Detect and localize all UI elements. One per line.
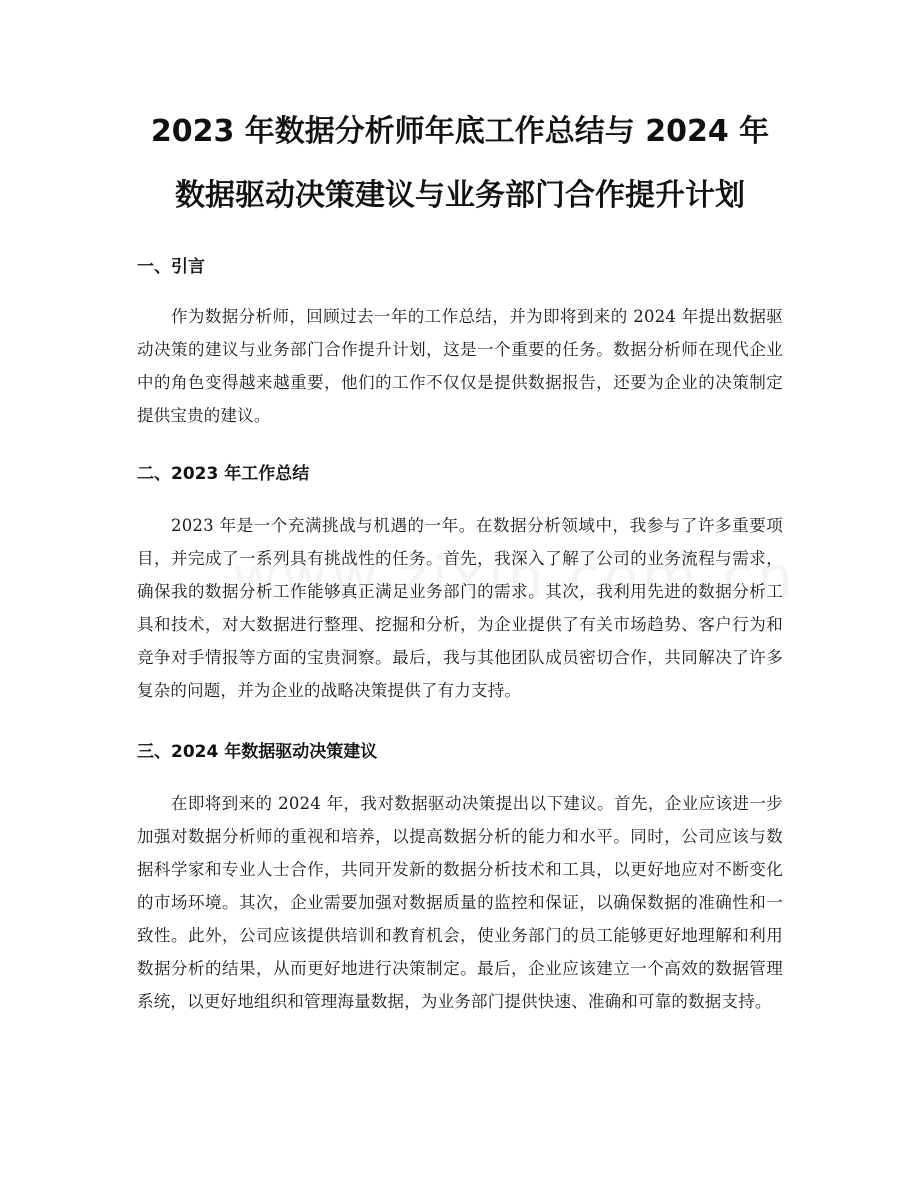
document-title: [110, 100, 810, 228]
section-paragraph-2024-recommendations: 在即将到来的 2024 年，我对数据驱动决策提出以下建议。首先，企业应该进一步加强对数据分析师的重视和培养，以提高数据分析的能力和水平。同时，公司应该与数据科学家和专业人士合作，共同开发新的数据分析技术和工具，以更好地应对不断变化的市场环境。其次，企业需要加强对数据质量的监控和保证，以确保数据的准确性和一致性。此外，公司应该提供培训和教育机会，使业务部门的员工能够更好地理解和利用数据分析的结果，从而更好地进行决策制定。最后，企业应该建立一个高效的数据管理系统，以更好地组织和管理海量数据，为业务部门提供快速、准确和可靠的数据支持。: [137, 794, 783, 1011]
section-heading-2024-recommendations: 三、2024 年数据驱动决策建议: [137, 742, 378, 762]
section-paragraph-2023-summary: 2023 年是一个充满挑战与机遇的一年。在数据分析领域中，我参与了许多重要项目，并完成了一系列具有挑战性的任务。首先，我深入了解了公司的业务流程与需求，确保我的数据分析工作能够真正满足业务部门的需求。其次，我利用先进的数据分析工具和技术，对大数据进行整理、挖掘和分析，为企业提供了有关市场趋势、客户行为和竞争对手情报等方面的宝贵洞察。最后，我与其他团队成员密切合作，共同解决了许多复杂的问题，并为企业的战略决策提供了有力支持。: [137, 516, 783, 700]
section-heading-introduction: 一、引言: [137, 257, 205, 277]
section-heading-2023-summary: 二、2023 年工作总结: [137, 464, 310, 484]
title-line-2: 数据驱动决策建议与业务部门合作提升计划: [175, 178, 745, 213]
section-paragraph-introduction: 作为数据分析师，回顾过去一年的工作总结，并为即将到来的 2024 年提出数据驱动决策的建议与业务部门合作提升计划，这是一个重要的任务。数据分析师在现代企业中的角色变得越来越重要，他们的工作不仅仅是提供数据报告，还要为企业的决策制定提供宝贵的建议。: [137, 307, 783, 425]
title-line-1: 2023 年数据分析师年底工作总结与 2024 年: [150, 114, 770, 149]
